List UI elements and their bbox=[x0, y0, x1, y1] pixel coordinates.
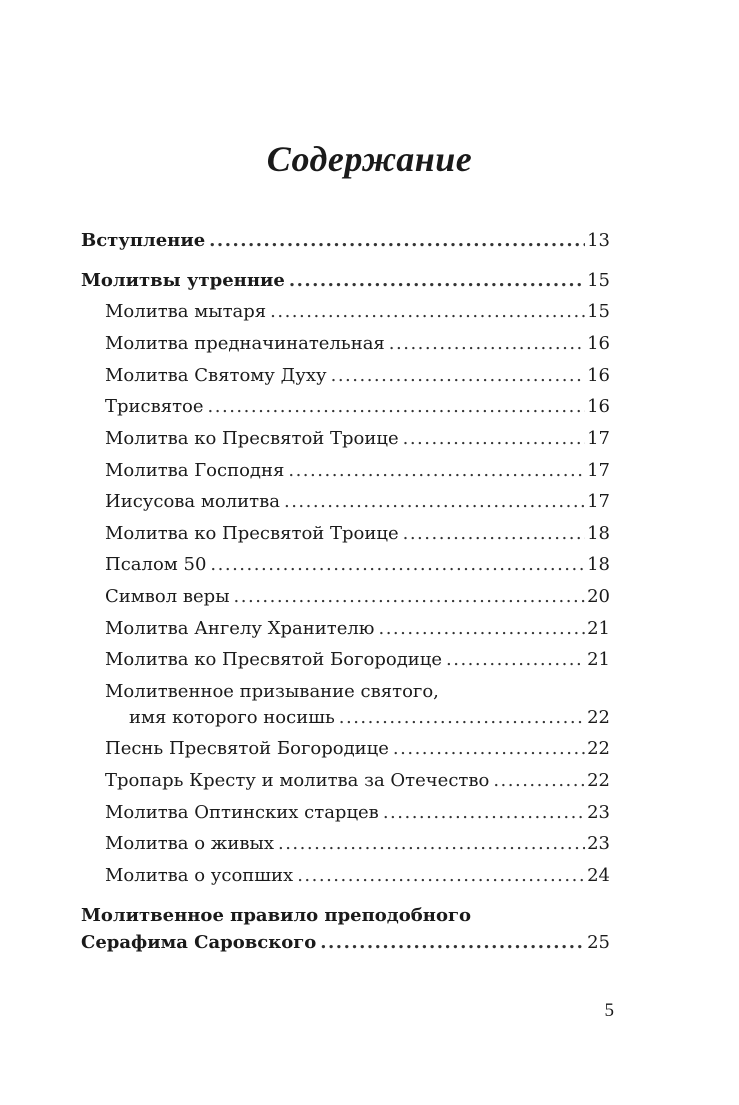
toc-entry-label: Молитва Святому Духу bbox=[105, 365, 327, 386]
toc-entry-label: Псалом 50 bbox=[105, 554, 207, 575]
toc-entry-page: 15 bbox=[587, 270, 610, 291]
toc-entry-label: Серафима Саровского bbox=[81, 932, 317, 953]
toc-entry bbox=[105, 647, 610, 673]
toc-leader-dots bbox=[288, 458, 585, 484]
toc-entry-page: 20 bbox=[587, 586, 610, 607]
toc-entry-label-line1: Молитвенное правило преподобного bbox=[81, 905, 472, 926]
toc-entry bbox=[105, 616, 610, 642]
toc-leader-dots bbox=[378, 616, 585, 642]
toc-entry-page: 16 bbox=[587, 396, 610, 417]
toc-entry-label-line1: Молитвенное призывание святого, bbox=[105, 681, 439, 702]
toc-entry-label: Молитва ко Пресвятой Троице bbox=[105, 428, 399, 449]
page-title: Содержание bbox=[266, 139, 473, 179]
toc-leader-dots bbox=[493, 768, 585, 794]
toc-entry-page: 25 bbox=[587, 932, 610, 953]
toc-entry-label: Молитва Ангелу Хранителю bbox=[105, 618, 375, 639]
page-number: 5 bbox=[604, 1000, 614, 1021]
toc-entry-label: Молитва ко Пресвятой Троице bbox=[105, 523, 399, 544]
toc-leader-dots bbox=[278, 831, 585, 857]
toc-entry-label: Молитва о живых bbox=[105, 833, 274, 854]
toc-entry-page: 22 bbox=[587, 770, 610, 791]
toc-entry-label: Песнь Пресвятой Богородице bbox=[105, 738, 389, 759]
toc-leader-dots bbox=[210, 552, 585, 578]
toc-entry bbox=[105, 426, 610, 452]
toc-entry bbox=[105, 394, 610, 420]
toc-leader-dots bbox=[284, 489, 585, 515]
toc-entry-label: Молитва о усопших bbox=[105, 865, 294, 886]
toc-entry-page: 22 bbox=[587, 707, 610, 728]
toc-entry bbox=[105, 584, 610, 610]
toc-leader-dots bbox=[209, 228, 585, 254]
toc-leader-dots bbox=[208, 394, 586, 420]
toc-leader-dots bbox=[270, 299, 585, 325]
toc-entry bbox=[105, 863, 610, 889]
toc-entry-label: Молитва Оптинских старцев bbox=[105, 802, 379, 823]
toc-entry-label: Молитва Господня bbox=[105, 460, 285, 481]
toc-leader-dots bbox=[320, 930, 585, 956]
toc-leader-dots bbox=[339, 705, 585, 731]
toc-entry bbox=[81, 268, 610, 294]
toc-entry-label: Иисусова молитва bbox=[105, 491, 280, 512]
toc-leader-dots bbox=[403, 426, 585, 452]
toc-entry-page: 17 bbox=[587, 460, 610, 481]
toc-leader-dots bbox=[446, 647, 585, 673]
toc-entry bbox=[105, 831, 610, 857]
toc-entry-label: Молитва мытаря bbox=[105, 301, 267, 322]
toc-entry-page: 23 bbox=[587, 833, 610, 854]
toc-leader-dots bbox=[297, 863, 585, 889]
toc-entry bbox=[105, 521, 610, 547]
toc-entry-page: 16 bbox=[587, 365, 610, 386]
toc-entry-page: 24 bbox=[587, 865, 610, 886]
toc-leader-dots bbox=[393, 736, 585, 762]
toc-entry-page: 23 bbox=[587, 802, 610, 823]
toc-entry-page: 21 bbox=[587, 649, 610, 670]
toc-entry-label: Тропарь Кресту и молитва за Отечество bbox=[105, 770, 490, 791]
toc-entry-page: 18 bbox=[587, 523, 610, 544]
toc-entry bbox=[105, 331, 610, 357]
toc-entry bbox=[105, 552, 610, 578]
toc-leader-dots bbox=[389, 331, 585, 357]
toc-leader-dots bbox=[383, 800, 585, 826]
toc-entry bbox=[105, 299, 610, 325]
toc-entry-page: 16 bbox=[587, 333, 610, 354]
toc-leader-dots bbox=[289, 268, 585, 294]
toc-entry-page: 17 bbox=[587, 491, 610, 512]
toc-entry bbox=[81, 930, 610, 956]
toc-entry-page: 15 bbox=[587, 301, 610, 322]
toc-entry-label: Молитва предначинательная bbox=[105, 333, 385, 354]
toc-entry-label: Символ веры bbox=[105, 586, 230, 607]
toc-entry-page: 13 bbox=[587, 230, 610, 251]
toc-entry-page: 21 bbox=[587, 618, 610, 639]
toc-entry-label: Молитва ко Пресвятой Богородице bbox=[105, 649, 443, 670]
toc-entry bbox=[105, 768, 610, 794]
toc-entry bbox=[105, 736, 610, 762]
toc-leader-dots bbox=[403, 521, 585, 547]
toc-entry bbox=[129, 705, 610, 731]
toc-entry bbox=[105, 489, 610, 515]
toc-entry-page: 17 bbox=[587, 428, 610, 449]
toc-entry-page: 18 bbox=[587, 554, 610, 575]
toc-leader-dots bbox=[331, 363, 586, 389]
toc-leader-dots bbox=[234, 584, 586, 610]
toc-entry bbox=[105, 800, 610, 826]
toc-entry-label: имя которого носишь bbox=[129, 707, 335, 728]
toc-entry-label: Трисвятое bbox=[105, 396, 204, 417]
toc-entry-label: Вступление bbox=[81, 230, 206, 251]
toc-entry-label: Молитвы утренние bbox=[81, 270, 285, 291]
toc-entry-page: 22 bbox=[587, 738, 610, 759]
toc-entry bbox=[81, 228, 610, 254]
toc-entry bbox=[105, 363, 610, 389]
toc-entry bbox=[105, 458, 610, 484]
